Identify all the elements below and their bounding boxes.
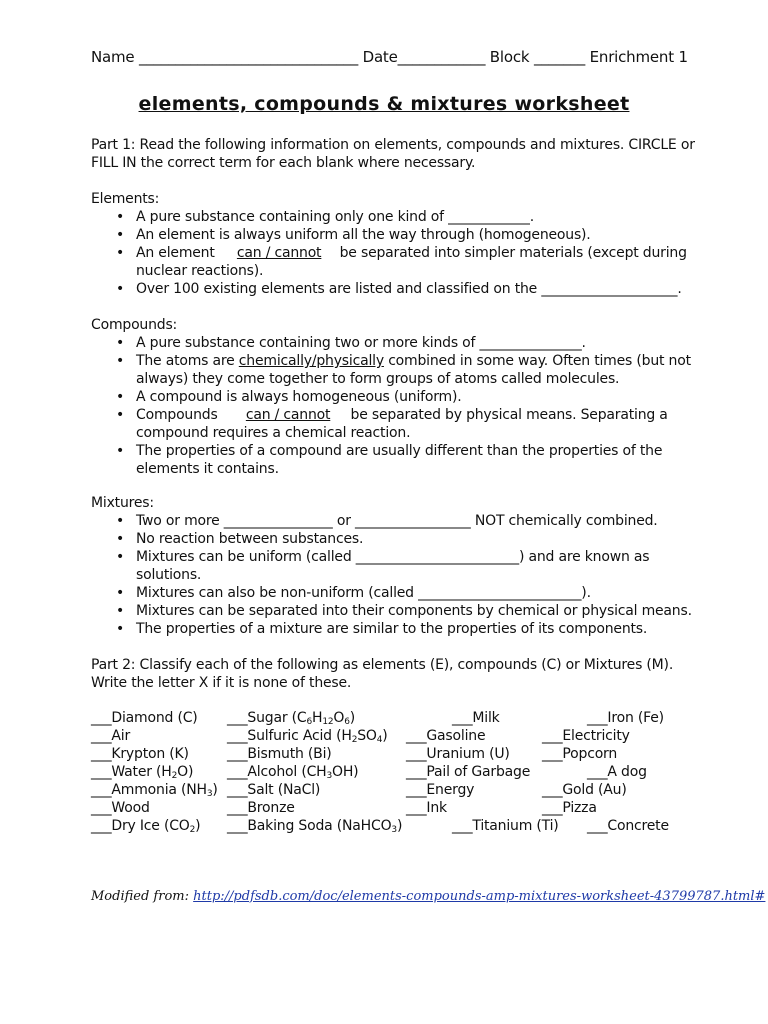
- bullet-icon: •: [116, 621, 125, 637]
- part1-intro-line2: FILL IN the correct term for each blank where necessary.: [91, 155, 476, 171]
- bullet-icon: •: [116, 513, 125, 529]
- elements-bullet-2: An element is always uniform all the way through (homogeneous).: [136, 227, 591, 243]
- compounds-b4-post: be separated by physical means. Separating a: [350, 407, 668, 423]
- bullet-icon: •: [116, 209, 125, 225]
- mixtures-bullet-3-cont: solutions.: [136, 567, 202, 583]
- classify-item[interactable]: ___Ammonia $(NH_3)$: [91, 782, 218, 799]
- compounds-bullet-1: A pure substance containing two or more kinds of _______________.: [136, 335, 586, 351]
- classify-item[interactable]: ___Pizza: [542, 800, 597, 816]
- footer-source: [91, 889, 765, 904]
- compounds-b2-choice: chemically/physically: [238, 353, 384, 369]
- bullet-icon: •: [116, 603, 125, 619]
- classify-item[interactable]: ___Krypton (K): [91, 746, 189, 762]
- classify-item[interactable]: ___Popcorn: [542, 746, 618, 762]
- bullet-icon: •: [116, 389, 125, 405]
- page-title: elements, compounds & mixtures worksheet: [138, 93, 630, 115]
- mixtures-bullet-3: Mixtures can be uniform (called ________________________) and are known as: [136, 549, 650, 565]
- classify-item[interactable]: ___Bronze: [227, 800, 295, 816]
- compounds-b2-pre: The atoms are: [136, 353, 239, 369]
- bullet-icon: •: [116, 585, 125, 601]
- classify-item[interactable]: ___Baking Soda (NaHCO$_3$): [227, 818, 403, 835]
- classify-item[interactable]: ___Sulfuric Acid $(H_2SO_4)$: [227, 728, 388, 745]
- elements-bullet-4: Over 100 existing elements are listed and classified on the ____________________.: [136, 281, 682, 297]
- elements-bullet-3-cont: nuclear reactions).: [136, 263, 264, 279]
- classify-item[interactable]: ___Alcohol $(CH_3OH)$: [227, 764, 359, 781]
- classify-item[interactable]: ___Air: [91, 728, 131, 744]
- compounds-b2-post: combined in some way. Often times (but not: [383, 353, 691, 369]
- elements-bullet-3: [136, 244, 687, 262]
- elements-bullet-1: A pure substance containing only one kind of ____________.: [136, 209, 534, 225]
- bullet-icon: •: [116, 245, 125, 261]
- compounds-bullet-5: The properties of a compound are usually different than the properties of the: [136, 443, 663, 459]
- classify-item[interactable]: ___Concrete: [587, 818, 669, 834]
- footer-link[interactable]: http://pdfsdb.com/doc/elements-compounds-amp-mixtures-worksheet-43799787.html#: [193, 889, 766, 904]
- compounds-bullet-4-cont: compound requires a chemical reaction.: [136, 425, 411, 441]
- classify-item[interactable]: ___Pail of Garbage: [406, 764, 531, 780]
- compounds-bullet-2-cont: always) they come together to form groups of atoms called molecules.: [136, 371, 620, 387]
- classify-item[interactable]: ___Iron (Fe): [587, 710, 664, 726]
- elements-b3-choice: can / cannot: [236, 245, 322, 261]
- classify-item[interactable]: ___Uranium (U): [406, 746, 510, 762]
- bullet-icon: •: [116, 335, 125, 351]
- classify-item[interactable]: ___Electricity: [542, 728, 630, 744]
- part2-line1: Part 2: Classify each of the following as elements (E), compounds (C) or Mixtures (M).: [91, 657, 674, 673]
- elements-b3-pre: An element: [136, 245, 215, 261]
- bullet-icon: •: [116, 531, 125, 547]
- compounds-bullet-5-cont: elements it contains.: [136, 461, 279, 477]
- elements-heading: Elements:: [91, 191, 160, 207]
- elements-b3-post: be separated into simpler materials (except during: [339, 245, 687, 261]
- classify-item[interactable]: ___A dog: [587, 764, 647, 780]
- compounds-b4-pre: Compounds: [136, 407, 218, 423]
- classify-item[interactable]: ___Ink: [406, 800, 447, 816]
- classify-item[interactable]: ___Salt (NaCl): [227, 782, 321, 798]
- compounds-b4-choice: can / cannot: [245, 407, 331, 423]
- classify-item[interactable]: ___Diamond (C): [91, 710, 198, 726]
- classify-item[interactable]: ___Bismuth (Bi): [227, 746, 332, 762]
- mixtures-bullet-6: The properties of a mixture are similar to the properties of its components.: [136, 621, 648, 637]
- classify-item[interactable]: ___Gold (Au): [542, 782, 627, 798]
- mixtures-heading: Mixtures:: [91, 495, 154, 511]
- header-line: Name ______________________________ Date____________ Block _______ Enrichment 1: [91, 48, 688, 66]
- compounds-bullet-3: A compound is always homogeneous (uniform).: [136, 389, 462, 405]
- footer-label: Modified from:: [91, 889, 194, 904]
- compounds-heading: Compounds:: [91, 317, 178, 333]
- classify-item[interactable]: ___Dry Ice $(CO_2)$: [91, 818, 201, 835]
- mixtures-bullet-2: No reaction between substances.: [136, 531, 364, 547]
- bullet-icon: •: [116, 227, 125, 243]
- classify-item[interactable]: ___Energy: [406, 782, 475, 798]
- classify-item[interactable]: ___Gasoline: [406, 728, 486, 744]
- mixtures-bullet-5: Mixtures can be separated into their components by chemical or physical means.: [136, 603, 692, 619]
- compounds-bullet-2: [136, 352, 691, 370]
- bullet-icon: •: [116, 443, 125, 459]
- mixtures-bullet-1: Two or more ________________ or _________________ NOT chemically combined.: [136, 513, 658, 529]
- classify-item[interactable]: ___Sugar $(C_6H_{12}O_6)$: [227, 710, 356, 727]
- part1-intro-line1: Part 1: Read the following information on elements, compounds and mixtures. CIRCLE or: [91, 137, 695, 153]
- bullet-icon: •: [116, 353, 125, 369]
- classify-item[interactable]: ___Titanium (Ti): [452, 818, 559, 834]
- classify-item[interactable]: ___Water $(H_2O)$: [91, 764, 194, 781]
- classify-item[interactable]: ___Milk: [452, 710, 500, 726]
- mixtures-bullet-4: Mixtures can also be non-uniform (called ________________________).: [136, 585, 591, 601]
- bullet-icon: •: [116, 549, 125, 565]
- bullet-icon: •: [116, 407, 125, 423]
- compounds-bullet-4: [136, 406, 668, 424]
- classify-item[interactable]: ___Wood: [91, 800, 150, 816]
- bullet-icon: •: [116, 281, 125, 297]
- part2-line2: Write the letter X if it is none of these.: [91, 675, 352, 691]
